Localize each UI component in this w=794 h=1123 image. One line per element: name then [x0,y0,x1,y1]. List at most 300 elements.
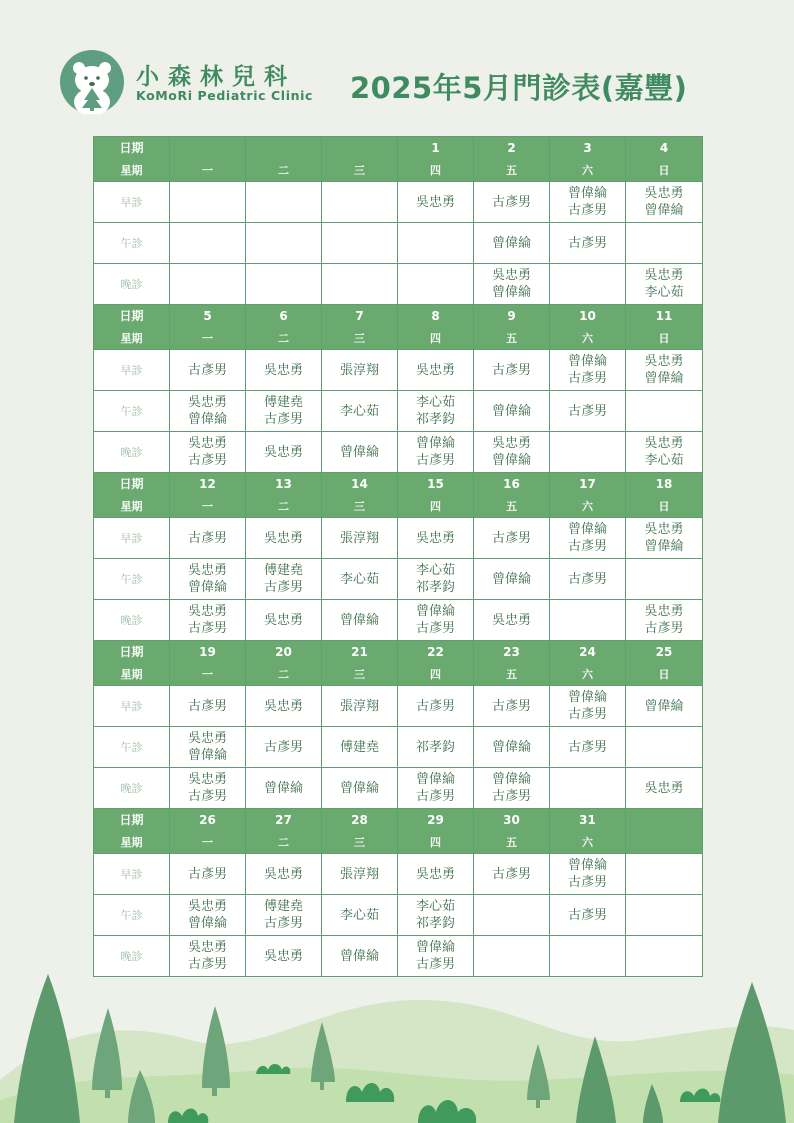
schedule-cell [398,391,474,432]
evening-row [94,936,703,977]
date-cell: 7 [322,305,398,328]
weekday-cell: 一 [170,159,246,182]
schedule-cell [626,350,703,391]
doctor-name: 李心茹 [415,395,455,410]
schedule-cell [170,854,246,895]
doctor-name: 張淳翔 [339,698,379,714]
schedule-cell [550,559,626,600]
doctor-name: 曾偉綸 [491,235,531,251]
doctor-name: 古彥男 [567,235,607,251]
doctor-name: 曾偉綸 [339,780,379,796]
weekday-cell: 日 [626,159,703,182]
doctor-name: 李心茹 [415,899,455,914]
schedule-cell [246,518,322,559]
date-cell: 17 [550,473,626,496]
schedule-cell [398,350,474,391]
doctor-name: 吳忠勇 [263,362,303,378]
doctor-name: 李心茹 [339,571,379,587]
doctor-name: 曾偉綸 [187,748,227,763]
weekday-cell: 一 [170,663,246,686]
weekday-label: 星期 [94,663,170,686]
schedule-cell [322,223,398,264]
doctor-name: 曾偉綸 [187,916,227,931]
date-label: 日期 [94,473,170,496]
schedule-cell [322,391,398,432]
doctor-name: 吳忠勇 [187,940,227,955]
doctor-name: 曾偉綸 [567,690,607,705]
doctor-name: 古彥男 [491,194,531,210]
doctor-name: 古彥男 [263,739,303,755]
doctor-name: 吳忠勇 [187,899,227,914]
clinic-name-english: KoMoRi Pediatric Clinic [136,88,313,103]
schedule-cell [322,350,398,391]
schedule-cell [322,895,398,936]
doctor-name: 曾偉綸 [644,698,684,714]
date-cell: 27 [246,809,322,832]
weekday-cell: 五 [474,663,550,686]
doctor-name: 吳忠勇 [644,268,684,283]
doctor-name: 曾偉綸 [339,612,379,628]
doctor-name: 古彥男 [567,403,607,419]
weekday-cell: 五 [474,831,550,854]
doctor-name: 古彥男 [263,916,303,931]
schedule-cell [550,432,626,473]
doctor-name: 古彥男 [187,621,227,636]
doctor-name: 吳忠勇 [491,612,531,628]
weekday-cell: 五 [474,327,550,350]
doctor-name: 吳忠勇 [263,698,303,714]
doctor-name: 吳忠勇 [263,444,303,460]
weekday-cell: 二 [246,831,322,854]
schedule-cell [398,182,474,223]
date-cell [626,809,703,832]
weekday-row [94,159,703,182]
schedule-cell [474,895,550,936]
doctor-name: 祁孝鈞 [415,580,455,595]
doctor-name: 古彥男 [567,371,607,386]
date-cell: 26 [170,809,246,832]
doctor-name: 古彥男 [567,875,607,890]
afternoon-label: 午診 [94,391,170,432]
schedule-cell [170,686,246,727]
date-cell: 12 [170,473,246,496]
doctor-name: 古彥男 [187,789,227,804]
weekday-row [94,495,703,518]
afternoon-row [94,391,703,432]
weekday-label: 星期 [94,495,170,518]
date-label: 日期 [94,809,170,832]
schedule-cell [246,182,322,223]
date-label: 日期 [94,305,170,328]
doctor-name: 吳忠勇 [187,604,227,619]
morning-row [94,854,703,895]
doctor-name: 古彥男 [567,571,607,587]
schedule-cell [474,727,550,768]
weekday-cell: 一 [170,495,246,518]
weekday-cell: 三 [322,159,398,182]
schedule-cell [550,223,626,264]
doctor-name: 古彥男 [567,539,607,554]
schedule-cell [474,768,550,809]
doctor-name: 古彥男 [187,957,227,972]
afternoon-label: 午診 [94,223,170,264]
date-cell: 5 [170,305,246,328]
schedule-cell [550,350,626,391]
doctor-name: 曾偉綸 [339,444,379,460]
schedule-cell [398,600,474,641]
doctor-name: 古彥男 [491,530,531,546]
morning-label: 早診 [94,854,170,895]
evening-row [94,768,703,809]
date-cell: 24 [550,641,626,664]
weekday-cell: 二 [246,327,322,350]
doctor-name: 古彥男 [415,789,455,804]
schedule-cell [398,686,474,727]
doctor-name: 古彥男 [187,698,227,714]
schedule-cell [550,854,626,895]
schedule-cell [474,223,550,264]
evening-label: 晚診 [94,432,170,473]
weekday-cell: 六 [550,327,626,350]
schedule-cell [626,854,703,895]
doctor-name: 李心茹 [339,403,379,419]
doctor-name: 曾偉綸 [491,739,531,755]
schedule-cell [626,223,703,264]
schedule-cell [398,895,474,936]
date-cell: 22 [398,641,474,664]
schedule-cell [246,223,322,264]
date-cell: 3 [550,137,626,160]
schedule-cell [246,391,322,432]
doctor-name: 吳忠勇 [415,530,455,546]
doctor-name: 曾偉綸 [187,580,227,595]
schedule-cell [550,391,626,432]
weekday-cell: 四 [398,831,474,854]
doctor-name: 吳忠勇 [263,948,303,964]
schedule-cell [322,182,398,223]
schedule-cell [246,432,322,473]
doctor-name: 古彥男 [187,362,227,378]
doctor-name: 傅建堯 [263,563,303,578]
schedule-cell [398,936,474,977]
schedule-cell [322,936,398,977]
date-cell: 16 [474,473,550,496]
date-row [94,473,703,496]
schedule-cell [474,264,550,305]
doctor-name: 古彥男 [567,707,607,722]
schedule-cell [550,686,626,727]
doctor-name: 吳忠勇 [491,268,531,283]
schedule-cell [170,264,246,305]
forest-scenery [0,960,794,1123]
doctor-name: 吳忠勇 [415,362,455,378]
weekday-row [94,663,703,686]
doctor-name: 曾偉綸 [415,604,455,619]
doctor-name: 古彥男 [187,530,227,546]
schedule-cell [626,686,703,727]
schedule-cell [474,686,550,727]
schedule-cell [322,432,398,473]
schedule-cell [170,391,246,432]
doctor-name: 古彥男 [415,453,455,468]
schedule-cell [322,854,398,895]
doctor-name: 吳忠勇 [187,731,227,746]
weekday-label: 星期 [94,831,170,854]
schedule-cell [626,182,703,223]
doctor-name: 古彥男 [187,866,227,882]
schedule-cell [246,727,322,768]
doctor-name: 張淳翔 [339,866,379,882]
doctor-name: 曾偉綸 [567,522,607,537]
schedule-cell [398,768,474,809]
doctor-name: 曾偉綸 [187,412,227,427]
schedule-cell [170,432,246,473]
date-row [94,641,703,664]
doctor-name: 吳忠勇 [263,866,303,882]
weekday-label: 星期 [94,159,170,182]
doctor-name: 吳忠勇 [644,186,684,201]
date-row [94,137,703,160]
doctor-name: 古彥男 [415,957,455,972]
schedule-cell [170,223,246,264]
weekday-cell: 六 [550,159,626,182]
date-cell: 18 [626,473,703,496]
afternoon-row [94,559,703,600]
doctor-name: 曾偉綸 [415,940,455,955]
doctor-name: 祁孝鈞 [415,916,455,931]
schedule-cell [170,182,246,223]
doctor-name: 吳忠勇 [263,530,303,546]
schedule-cell [550,182,626,223]
doctor-name: 古彥男 [491,362,531,378]
schedule-cell [322,264,398,305]
weekday-cell: 日 [626,495,703,518]
date-cell: 4 [626,137,703,160]
schedule-cell [322,559,398,600]
schedule-cell [246,768,322,809]
schedule-cell [626,559,703,600]
doctor-name: 古彥男 [491,866,531,882]
schedule-cell [170,350,246,391]
doctor-name: 曾偉綸 [491,285,531,300]
date-cell: 14 [322,473,398,496]
schedule-cell [474,936,550,977]
doctor-name: 張淳翔 [339,530,379,546]
schedule-table [93,136,703,977]
date-cell: 10 [550,305,626,328]
evening-label: 晚診 [94,264,170,305]
evening-label: 晚診 [94,600,170,641]
date-cell: 25 [626,641,703,664]
evening-row [94,432,703,473]
date-cell: 21 [322,641,398,664]
evening-label: 晚診 [94,936,170,977]
date-cell [246,137,322,160]
schedule-cell [322,518,398,559]
doctor-name: 曾偉綸 [491,571,531,587]
schedule-cell [550,264,626,305]
doctor-name: 吳忠勇 [644,780,684,796]
schedule-cell [626,432,703,473]
schedule-cell [626,518,703,559]
doctor-name: 曾偉綸 [644,203,684,218]
date-cell: 28 [322,809,398,832]
schedule-cell [474,518,550,559]
weekday-cell: 五 [474,159,550,182]
schedule-cell [398,854,474,895]
doctor-name: 吳忠勇 [187,436,227,451]
date-cell: 13 [246,473,322,496]
doctor-name: 古彥男 [187,453,227,468]
weekday-cell: 二 [246,495,322,518]
doctor-name: 曾偉綸 [415,436,455,451]
date-cell: 19 [170,641,246,664]
doctor-name: 李心茹 [415,563,455,578]
weekday-cell: 四 [398,663,474,686]
schedule-cell [322,727,398,768]
schedule-cell [398,223,474,264]
doctor-name: 曾偉綸 [567,186,607,201]
schedule-cell [550,936,626,977]
schedule-cell [170,895,246,936]
date-cell: 2 [474,137,550,160]
evening-row [94,264,703,305]
schedule-cell [246,854,322,895]
date-cell: 31 [550,809,626,832]
morning-row [94,686,703,727]
date-cell: 23 [474,641,550,664]
doctor-name: 古彥男 [263,580,303,595]
schedule-cell [398,264,474,305]
doctor-name: 祁孝鈞 [415,412,455,427]
date-cell: 15 [398,473,474,496]
doctor-name: 李心茹 [339,907,379,923]
schedule-cell [322,600,398,641]
weekday-cell: 六 [550,495,626,518]
doctor-name: 傅建堯 [339,739,379,755]
schedule-cell [474,350,550,391]
weekday-cell: 三 [322,831,398,854]
schedule-cell [246,686,322,727]
schedule-cell [246,264,322,305]
doctor-name: 李心茹 [644,453,684,468]
weekday-cell: 三 [322,495,398,518]
doctor-name: 吳忠勇 [415,866,455,882]
doctor-name: 曾偉綸 [567,858,607,873]
weekday-cell: 六 [550,663,626,686]
doctor-name: 吳忠勇 [644,604,684,619]
schedule-cell [170,936,246,977]
doctor-name: 曾偉綸 [415,772,455,787]
schedule-cell [474,391,550,432]
afternoon-row [94,223,703,264]
date-label: 日期 [94,137,170,160]
doctor-name: 張淳翔 [339,362,379,378]
doctor-name: 李心茹 [644,285,684,300]
schedule-cell [246,350,322,391]
weekday-cell: 四 [398,495,474,518]
morning-label: 早診 [94,518,170,559]
schedule-cell [322,686,398,727]
doctor-name: 曾偉綸 [491,403,531,419]
schedule-cell [550,518,626,559]
date-cell: 29 [398,809,474,832]
schedule-cell [474,182,550,223]
doctor-name: 曾偉綸 [263,780,303,796]
date-cell: 9 [474,305,550,328]
schedule-cell [246,895,322,936]
schedule-cell [398,727,474,768]
afternoon-row [94,727,703,768]
date-cell: 11 [626,305,703,328]
schedule-cell [626,264,703,305]
date-cell: 1 [398,137,474,160]
morning-label: 早診 [94,686,170,727]
doctor-name: 吳忠勇 [187,772,227,787]
doctor-name: 傅建堯 [263,899,303,914]
date-cell: 8 [398,305,474,328]
clinic-name-chinese: 小森林兒科 [136,64,296,90]
doctor-name: 吳忠勇 [644,522,684,537]
schedule-cell [474,600,550,641]
afternoon-label: 午診 [94,727,170,768]
schedule-cell [474,559,550,600]
schedule-cell [474,432,550,473]
morning-row [94,350,703,391]
weekday-cell: 日 [626,327,703,350]
doctor-name: 古彥男 [415,621,455,636]
weekday-label: 星期 [94,327,170,350]
date-cell: 6 [246,305,322,328]
schedule-cell [626,600,703,641]
doctor-name: 祁孝鈞 [415,739,455,755]
evening-row [94,600,703,641]
doctor-name: 古彥男 [644,621,684,636]
weekday-cell [626,831,703,854]
weekday-cell: 三 [322,663,398,686]
schedule-cell [398,518,474,559]
schedule-cell [170,727,246,768]
doctor-name: 古彥男 [263,412,303,427]
weekday-row [94,327,703,350]
doctor-name: 吳忠勇 [491,436,531,451]
schedule-cell [550,768,626,809]
schedule-cell [626,768,703,809]
doctor-name: 曾偉綸 [491,772,531,787]
doctor-name: 曾偉綸 [567,354,607,369]
date-row [94,809,703,832]
schedule-cell [398,559,474,600]
schedule-cell [626,895,703,936]
morning-row [94,182,703,223]
weekday-cell: 四 [398,327,474,350]
schedule-cell [170,600,246,641]
date-cell: 30 [474,809,550,832]
clinic-logo [60,50,124,114]
date-cell [322,137,398,160]
weekday-cell: 二 [246,663,322,686]
doctor-name: 曾偉綸 [339,948,379,964]
doctor-name: 古彥男 [567,203,607,218]
doctor-name: 古彥男 [491,698,531,714]
doctor-name: 曾偉綸 [644,539,684,554]
weekday-row [94,831,703,854]
weekday-cell: 六 [550,831,626,854]
doctor-name: 吳忠勇 [644,354,684,369]
schedule-cell [246,600,322,641]
schedule-cell [626,727,703,768]
morning-label: 早診 [94,350,170,391]
